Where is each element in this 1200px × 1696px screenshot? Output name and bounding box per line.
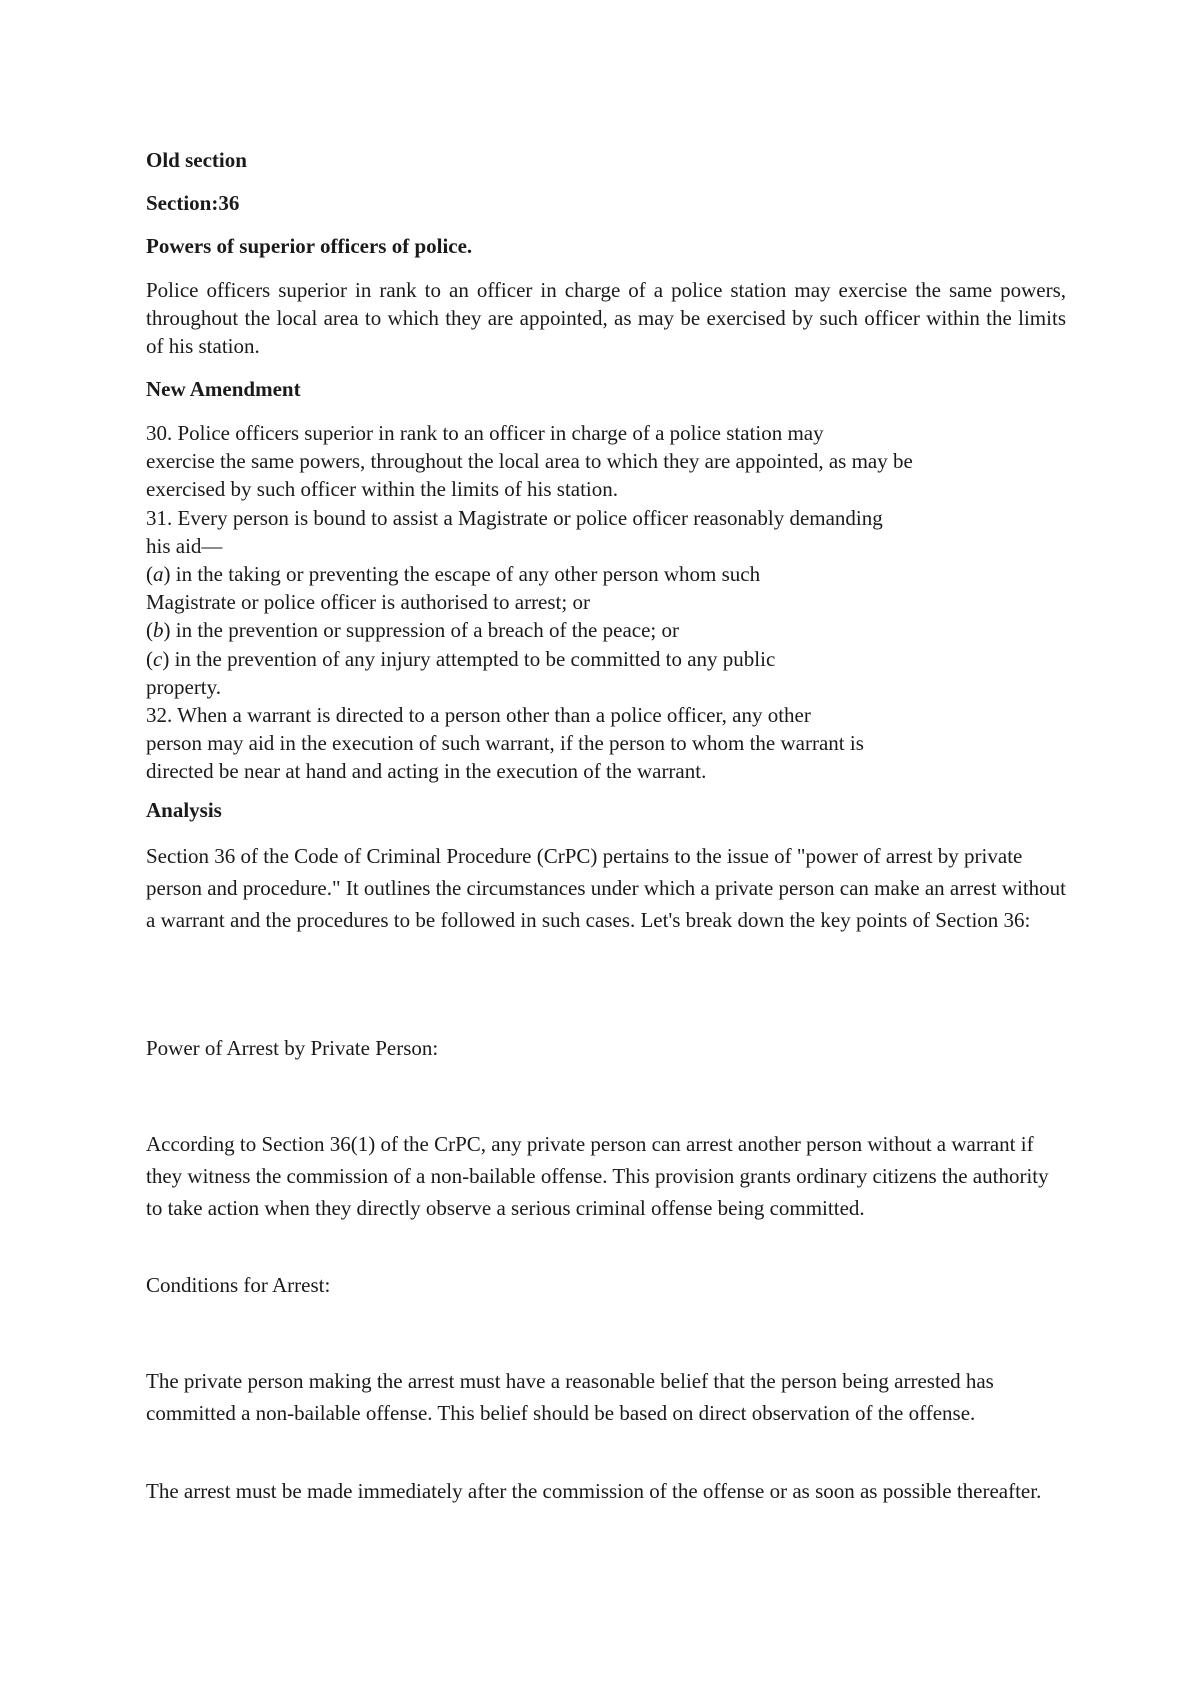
amendment-clause-c: (c) in the prevention of any injury attempted to be committed to any public — [146, 646, 776, 671]
power-heading: Power of Arrest by Private Person: — [146, 1036, 439, 1060]
amendment-line: 31. Every person is bound to assist a Magistrate or police officer reasonably demanding — [146, 505, 883, 530]
old-section-text: Police officers superior in rank to an officer in charge of a police station may exercise the same powers, throughout the local area to which they are appointed, as may be exercised by such officer within the limits of his station. — [146, 278, 1066, 358]
amendment-clause-b: (b) in the prevention or suppression of a breach of the peace; or — [146, 618, 679, 643]
new-amendment-text — [146, 419, 913, 786]
analysis-label: Analysis — [146, 798, 222, 822]
condition-1-text: The private person making the arrest must have a reasonable belief that the person being arrested has committed a non-bailable offense. This belief should be based on direct observation of the offense. — [146, 1369, 994, 1425]
section-title: Powers of superior officers of police. — [146, 234, 473, 258]
amendment-line: in the taking or preventing the escape of any other person whom such — [175, 562, 761, 587]
amendment-line: person may aid in the execution of such warrant, if the person to whom the warrant is — [146, 731, 864, 756]
clause-letter: b — [153, 618, 164, 643]
amendment-clause-a: (a) in the taking or preventing the escape of any other person whom such — [146, 562, 761, 587]
amendment-line: in the prevention or suppression of a breach of the peace; or — [175, 618, 679, 643]
amendment-line: 32. When a warrant is directed to a person other than a police officer, any other — [146, 703, 811, 728]
old-section-label: Old section — [146, 148, 247, 172]
conditions-heading: Conditions for Arrest: — [146, 1273, 331, 1297]
amendment-line: Magistrate or police officer is authorised to arrest; or — [146, 590, 590, 615]
power-text: According to Section 36(1) of the CrPC, any private person can arrest another person without a warrant if they witness the commission of a non-bailable offense. This provision grants ordinary citizens the authority to take action when they directly observe a serious criminal offense being committed. — [146, 1132, 1049, 1220]
section-number: Section:36 — [146, 191, 240, 215]
amendment-line: his aid— — [146, 533, 223, 558]
amendment-line: 30. Police officers superior in rank to an officer in charge of a police station may — [146, 421, 824, 445]
amendment-line: directed be near at hand and acting in the execution of the warrant. — [146, 759, 707, 784]
amendment-line: exercise the same powers, throughout the local area to which they are appointed, as may be — [146, 449, 913, 474]
amendment-line: exercised by such officer within the limits of his station. — [146, 477, 619, 502]
analysis-intro: Section 36 of the Code of Criminal Procedure (CrPC) pertains to the issue of "power of arrest by private person and procedure." It outlines the circumstances under which a private person can make an arrest without a warrant and the procedures to be followed in such cases. Let's break down the key points of Section 36: — [146, 844, 1066, 932]
new-amendment-label: New Amendment — [146, 377, 301, 401]
amendment-line: property. — [146, 674, 222, 699]
clause-letter: c — [153, 646, 163, 671]
clause-letter: a — [153, 562, 164, 587]
condition-2-text: The arrest must be made immediately after the commission of the offense or as soon as possible thereafter. — [146, 1479, 1042, 1503]
amendment-line: in the prevention of any injury attempted to be committed to any public — [174, 646, 776, 671]
